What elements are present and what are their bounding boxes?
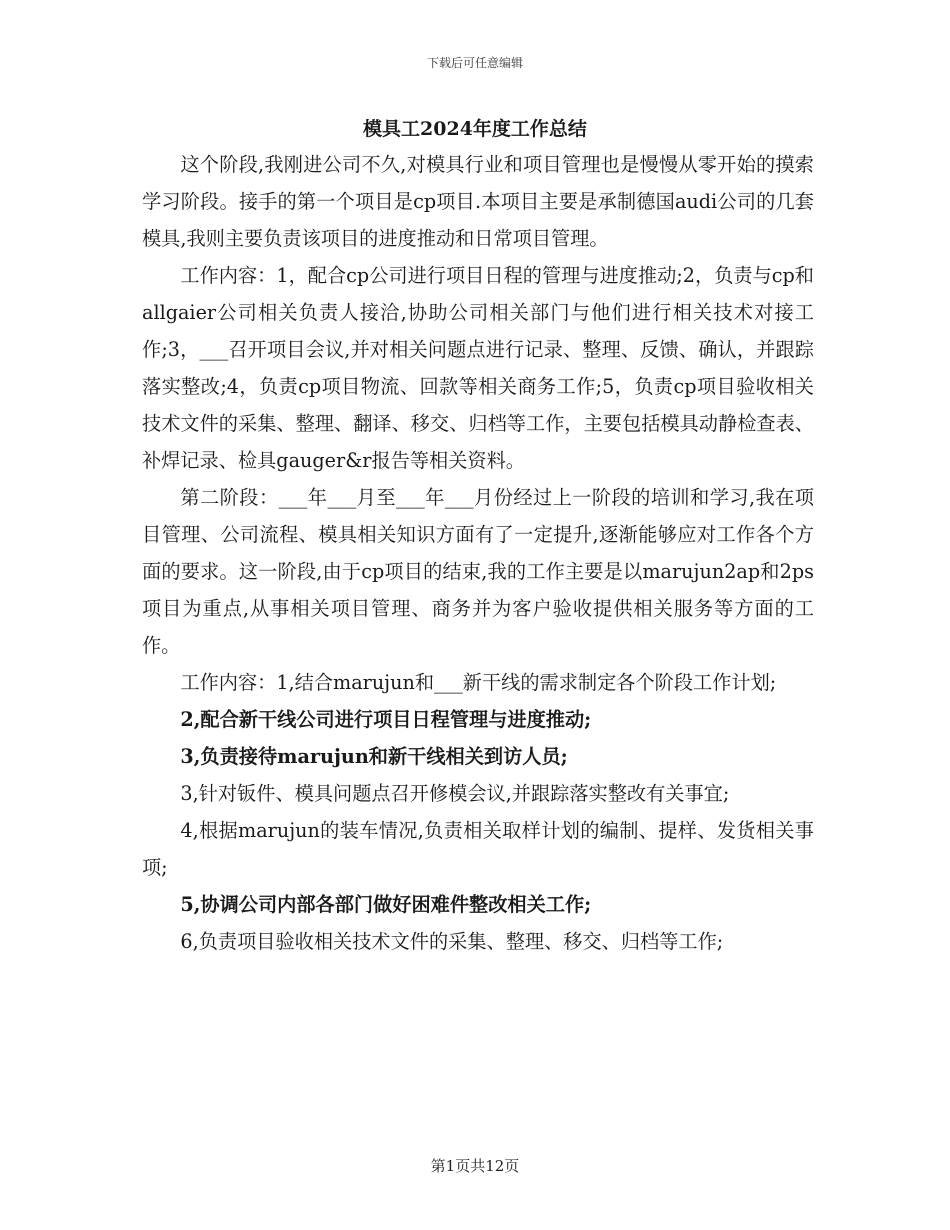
list-item-task-5: 5,协调公司内部各部门做好困难件整改相关工作; — [180, 893, 592, 916]
paragraph-stage-one-tasks: 工作内容：1，配合cp公司进行项目日程的管理与进度推动;2，负责与cp和allgaier公司相关负责人接洽,协助公司相关部门与他们进行相关技术对接工作;3，___召开项目会议,并对相关问题点进行记录、整理、反馈、确认，并跟踪落实整改;4，负责cp项目物流、回款等相关商务工作;5，负责cp项目验收相关技术文件的采集、整理、翻译、移交、归档等工作，主要包括模具动静检查表、补焊记录、检具gauger&r报告等相关资料。 — [142, 264, 814, 472]
paragraph-intro: 这个阶段,我刚进公司不久,对模具行业和项目管理也是慢慢从零开始的摸索学习阶段。接手的第一个项目是cp项目.本项目主要是承制德国audi公司的几套模具,我则主要负责该项目的进度推动和日常项目管理。 — [142, 153, 814, 250]
list-item-task-3b: 3,针对钣件、模具问题点召开修模会议,并跟踪落实整改有关事宜; — [180, 782, 730, 805]
header-note: 下载后可任意编辑 — [426, 56, 523, 70]
list-item-task-6: 6,负责项目验收相关技术文件的采集、整理、移交、归档等工作; — [180, 930, 724, 953]
paragraph-stage-two-tasks: 工作内容：1,结合marujun和___新干线的需求制定各个阶段工作计划; — [180, 671, 777, 694]
list-item-task-4: 4,根据marujun的装车情况,负责相关取样计划的编制、提样、发货相关事项; — [142, 819, 814, 879]
document-title: 模具工2024年度工作总结 — [363, 118, 587, 140]
list-item-task-3a: 3,负责接待marujun和新干线相关到访人员; — [180, 745, 568, 768]
list-item-task-2: 2,配合新干线公司进行项目日程管理与进度推动; — [180, 708, 592, 731]
paragraph-stage-two: 第二阶段：___年___月至___年___月份经过上一阶段的培训和学习,我在项目管理、公司流程、模具相关知识方面有了一定提升,逐渐能够应对工作各个方面的要求。这一阶段,由于cp项目的结束,我的工作主要是以marujun2ap和2ps项目为重点,从事相关项目管理、商务并为客户验收提供相关服务等方面的工作。 — [142, 486, 814, 657]
document-body — [142, 146, 814, 960]
page-number-footer: 第1页共12页 — [430, 1157, 520, 1175]
